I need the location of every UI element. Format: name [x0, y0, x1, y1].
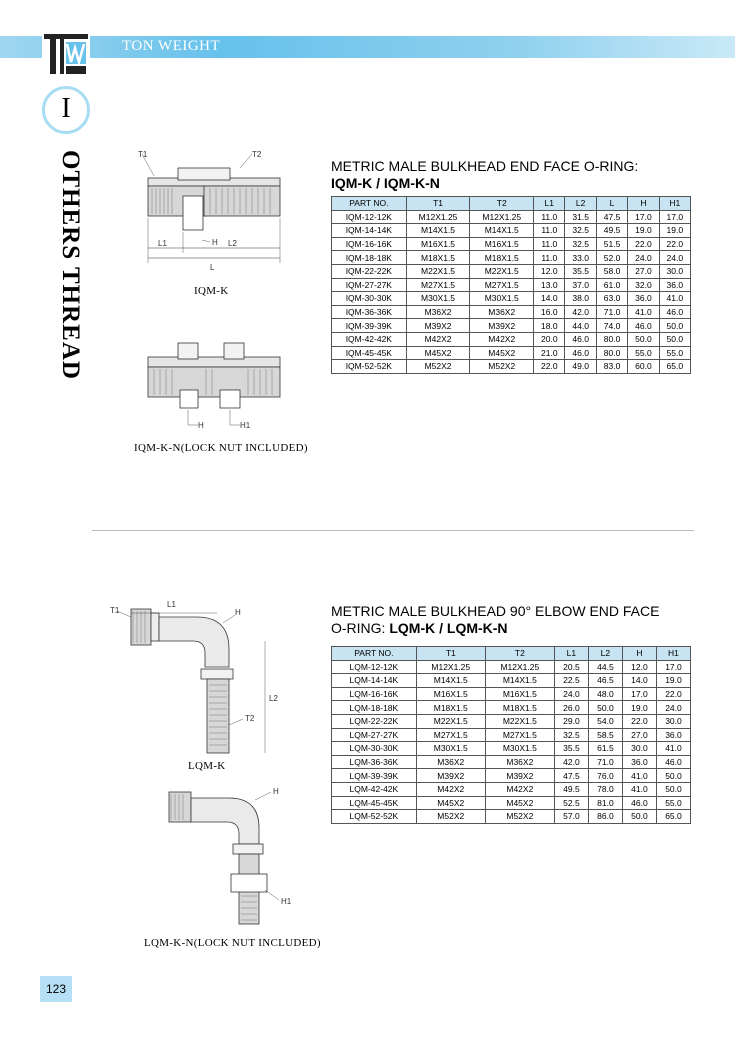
table-header-row: [332, 197, 691, 211]
table-cell: M39X2: [485, 769, 554, 783]
column-header: L2: [565, 197, 596, 211]
table-cell: 78.0: [588, 782, 622, 796]
table-cell: 36.0: [659, 278, 690, 292]
table-cell: M12X1.25: [485, 660, 554, 674]
table-row: [332, 674, 691, 688]
table-cell: 13.0: [534, 278, 565, 292]
table-cell: 36.0: [628, 292, 659, 306]
table-cell: 71.0: [596, 305, 627, 319]
table-cell: 21.0: [534, 346, 565, 360]
table-cell: LQM-22-22K: [332, 714, 417, 728]
table-cell: 44.5: [588, 660, 622, 674]
table-cell: 22.0: [628, 237, 659, 251]
table-cell: M39X2: [470, 319, 534, 333]
table-cell: M39X2: [406, 319, 470, 333]
table-cell: 63.0: [596, 292, 627, 306]
table-cell: M52X2: [406, 360, 470, 374]
table-row: [332, 660, 691, 674]
caption-lqm-k: LQM-K: [188, 760, 226, 772]
table-cell: M52X2: [485, 810, 554, 824]
table-cell: 86.0: [588, 810, 622, 824]
caption-iqm-k-n: IQM-K-N(LOCK NUT INCLUDED): [134, 442, 308, 454]
table-cell: 81.0: [588, 796, 622, 810]
table-cell: 16.0: [534, 305, 565, 319]
table-row: [332, 755, 691, 769]
iqm-k-drawing: [128, 148, 298, 283]
table-header-row: [332, 647, 691, 661]
table-cell: LQM-42-42K: [332, 782, 417, 796]
table-cell: 46.0: [565, 332, 596, 346]
header-band: [0, 36, 735, 58]
table-cell: 36.0: [656, 728, 690, 742]
table-cell: 19.0: [628, 224, 659, 238]
table-cell: 52.5: [554, 796, 588, 810]
table-cell: M45X2: [406, 346, 470, 360]
column-header: T2: [470, 197, 534, 211]
caption-iqm-k: IQM-K: [194, 285, 229, 297]
table-cell: 83.0: [596, 360, 627, 374]
table-cell: 32.5: [565, 237, 596, 251]
table-cell: 11.0: [534, 210, 565, 224]
table-cell: 48.0: [588, 687, 622, 701]
column-header: H1: [659, 197, 690, 211]
table-cell: LQM-12-12K: [332, 660, 417, 674]
table-cell: 46.5: [588, 674, 622, 688]
table-row: [332, 319, 691, 333]
table-cell: M27X1.5: [485, 728, 554, 742]
table-cell: M30X1.5: [470, 292, 534, 306]
column-header: L1: [554, 647, 588, 661]
table-cell: 17.0: [659, 210, 690, 224]
table-row: [332, 360, 691, 374]
table-cell: 41.0: [659, 292, 690, 306]
table-cell: M45X2: [470, 346, 534, 360]
table-cell: M22X1.5: [485, 714, 554, 728]
label-l1: L1: [167, 600, 176, 609]
table-cell: 60.0: [628, 360, 659, 374]
table-row: [332, 782, 691, 796]
table-cell: LQM-45-45K: [332, 796, 417, 810]
table-cell: 54.0: [588, 714, 622, 728]
table-cell: 50.0: [659, 319, 690, 333]
label-t2: T2: [245, 714, 255, 723]
label-h: H: [212, 238, 218, 247]
table-cell: IQM-12-12K: [332, 210, 407, 224]
table-cell: 18.0: [534, 319, 565, 333]
table-cell: 24.0: [656, 701, 690, 715]
column-header: T1: [406, 197, 470, 211]
table-cell: 80.0: [596, 332, 627, 346]
table-cell: 51.5: [596, 237, 627, 251]
table-cell: IQM-14-14K: [332, 224, 407, 238]
table-cell: M52X2: [470, 360, 534, 374]
table-cell: 20.0: [534, 332, 565, 346]
table-cell: LQM-30-30K: [332, 742, 417, 756]
table-cell: 50.0: [628, 332, 659, 346]
section1-title: [331, 158, 638, 192]
section2-title-line1: METRIC MALE BULKHEAD 90° ELBOW END FACE: [331, 603, 660, 619]
iqm-k-n-drawing: [128, 335, 298, 435]
label-l: L: [210, 263, 215, 272]
column-header: PART NO.: [332, 647, 417, 661]
table-cell: 65.0: [659, 360, 690, 374]
brand-name: TON WEIGHT: [122, 38, 221, 54]
table-cell: 50.0: [659, 332, 690, 346]
table-cell: M42X2: [416, 782, 485, 796]
table-cell: 26.0: [554, 701, 588, 715]
label-h1: H1: [281, 897, 292, 906]
table-row: [332, 810, 691, 824]
table-cell: M27X1.5: [416, 728, 485, 742]
table-cell: M16X1.5: [470, 237, 534, 251]
table-cell: 22.0: [534, 360, 565, 374]
table-cell: 17.0: [656, 660, 690, 674]
chapter-badge: I: [42, 86, 90, 134]
table-cell: M36X2: [406, 305, 470, 319]
table-cell: 46.0: [565, 346, 596, 360]
label-h: H: [198, 421, 204, 430]
column-header: H: [622, 647, 656, 661]
column-header: PART NO.: [332, 197, 407, 211]
table-cell: 42.0: [565, 305, 596, 319]
table-cell: M14X1.5: [470, 224, 534, 238]
column-header: L2: [588, 647, 622, 661]
table-cell: 32.5: [565, 224, 596, 238]
table-row: [332, 687, 691, 701]
table-cell: M36X2: [485, 755, 554, 769]
section1-title-line1: METRIC MALE BULKHEAD END FACE O-RING:: [331, 158, 639, 174]
table-row: [332, 237, 691, 251]
table-cell: IQM-30-30K: [332, 292, 407, 306]
table-cell: 76.0: [588, 769, 622, 783]
table-cell: 50.0: [622, 810, 656, 824]
table-cell: 36.0: [622, 755, 656, 769]
table-cell: M18X1.5: [416, 701, 485, 715]
table-cell: 35.5: [554, 742, 588, 756]
table-cell: 49.5: [596, 224, 627, 238]
column-header: T1: [416, 647, 485, 661]
table-cell: 71.0: [588, 755, 622, 769]
table-cell: IQM-27-27K: [332, 278, 407, 292]
table-cell: IQM-16-16K: [332, 237, 407, 251]
table-cell: M14X1.5: [416, 674, 485, 688]
table-cell: 31.5: [565, 210, 596, 224]
table-cell: LQM-39-39K: [332, 769, 417, 783]
table-cell: IQM-22-22K: [332, 264, 407, 278]
table-cell: IQM-45-45K: [332, 346, 407, 360]
table-cell: 52.0: [596, 251, 627, 265]
table-cell: 11.0: [534, 224, 565, 238]
section-divider: [92, 530, 694, 531]
table-cell: M42X2: [470, 332, 534, 346]
table-row: [332, 292, 691, 306]
table-cell: M12X1.25: [416, 660, 485, 674]
table-cell: 46.0: [656, 755, 690, 769]
table-cell: 58.0: [596, 264, 627, 278]
lqm-k-n-drawing: [155, 780, 305, 935]
table-cell: M16X1.5: [406, 237, 470, 251]
table-cell: 22.0: [659, 237, 690, 251]
table-cell: M27X1.5: [406, 278, 470, 292]
caption-lqm-k-n: LQM-K-N(LOCK NUT INCLUDED): [144, 937, 321, 949]
table-cell: 46.0: [628, 319, 659, 333]
lqm-k-drawing: [105, 595, 300, 760]
table-cell: 27.0: [628, 264, 659, 278]
table-cell: 11.0: [534, 251, 565, 265]
lqm-spec-table: [331, 646, 691, 824]
table-row: [332, 251, 691, 265]
table-cell: 49.5: [554, 782, 588, 796]
table-cell: M42X2: [485, 782, 554, 796]
table-cell: 20.5: [554, 660, 588, 674]
table-cell: 24.0: [554, 687, 588, 701]
table-row: [332, 278, 691, 292]
table-row: [332, 224, 691, 238]
table-row: [332, 742, 691, 756]
column-header: T2: [485, 647, 554, 661]
table-cell: 41.0: [622, 769, 656, 783]
table-cell: M18X1.5: [470, 251, 534, 265]
table-cell: 55.0: [659, 346, 690, 360]
table-cell: 46.0: [622, 796, 656, 810]
table-cell: 61.5: [588, 742, 622, 756]
table-cell: LQM-14-14K: [332, 674, 417, 688]
table-cell: M42X2: [406, 332, 470, 346]
table-cell: IQM-52-52K: [332, 360, 407, 374]
table-row: [332, 701, 691, 715]
label-t1: T1: [138, 150, 148, 159]
column-header: L1: [534, 197, 565, 211]
table-cell: 49.0: [565, 360, 596, 374]
table-cell: LQM-16-16K: [332, 687, 417, 701]
table-cell: 38.0: [565, 292, 596, 306]
table-cell: 44.0: [565, 319, 596, 333]
label-h: H: [235, 608, 241, 617]
table-cell: IQM-36-36K: [332, 305, 407, 319]
table-cell: 17.0: [628, 210, 659, 224]
table-cell: 30.0: [622, 742, 656, 756]
table-cell: M30X1.5: [416, 742, 485, 756]
table-cell: M45X2: [485, 796, 554, 810]
table-cell: 24.0: [659, 251, 690, 265]
table-cell: M22X1.5: [470, 264, 534, 278]
label-l2: L2: [269, 694, 278, 703]
table-cell: LQM-27-27K: [332, 728, 417, 742]
table-cell: 41.0: [656, 742, 690, 756]
table-cell: M18X1.5: [485, 701, 554, 715]
table-row: [332, 796, 691, 810]
table-cell: M30X1.5: [485, 742, 554, 756]
table-cell: 65.0: [656, 810, 690, 824]
table-cell: 37.0: [565, 278, 596, 292]
table-cell: 33.0: [565, 251, 596, 265]
iqm-spec-table: [331, 196, 691, 374]
table-cell: 50.0: [588, 701, 622, 715]
table-row: [332, 210, 691, 224]
table-cell: M30X1.5: [406, 292, 470, 306]
table-cell: M36X2: [416, 755, 485, 769]
page-number: 123: [40, 976, 72, 1002]
table-cell: 41.0: [628, 305, 659, 319]
table-cell: M14X1.5: [406, 224, 470, 238]
table-cell: M22X1.5: [406, 264, 470, 278]
table-row: [332, 264, 691, 278]
table-cell: 22.0: [622, 714, 656, 728]
table-cell: 55.0: [656, 796, 690, 810]
table-cell: 29.0: [554, 714, 588, 728]
table-cell: M16X1.5: [485, 687, 554, 701]
table-row: [332, 332, 691, 346]
table-cell: 35.5: [565, 264, 596, 278]
table-cell: 42.0: [554, 755, 588, 769]
label-h1: H1: [240, 421, 251, 430]
table-cell: 46.0: [659, 305, 690, 319]
table-cell: 50.0: [656, 769, 690, 783]
table-cell: 14.0: [622, 674, 656, 688]
section-side-title: OTHERS THREAD: [57, 150, 84, 380]
table-cell: 61.0: [596, 278, 627, 292]
table-cell: 30.0: [659, 264, 690, 278]
table-cell: 27.0: [622, 728, 656, 742]
section1-title-line2: IQM-K / IQM-K-N: [331, 175, 440, 191]
table-cell: 19.0: [622, 701, 656, 715]
label-h: H: [273, 787, 279, 796]
table-row: [332, 714, 691, 728]
table-cell: 19.0: [659, 224, 690, 238]
ton-weight-logo: [42, 32, 90, 76]
section2-title: [331, 603, 659, 637]
table-cell: 47.5: [596, 210, 627, 224]
label-l2: L2: [228, 239, 237, 248]
table-cell: 32.0: [628, 278, 659, 292]
table-cell: M14X1.5: [485, 674, 554, 688]
column-header: L: [596, 197, 627, 211]
column-header: H: [628, 197, 659, 211]
table-cell: 12.0: [534, 264, 565, 278]
table-cell: M18X1.5: [406, 251, 470, 265]
label-t1: T1: [110, 606, 120, 615]
table-cell: 12.0: [622, 660, 656, 674]
table-cell: M12X1.25: [470, 210, 534, 224]
table-cell: 30.0: [656, 714, 690, 728]
table-cell: LQM-18-18K: [332, 701, 417, 715]
table-cell: 22.5: [554, 674, 588, 688]
table-cell: 17.0: [622, 687, 656, 701]
table-cell: M52X2: [416, 810, 485, 824]
table-cell: M16X1.5: [416, 687, 485, 701]
label-t2: T2: [252, 150, 262, 159]
table-cell: 24.0: [628, 251, 659, 265]
table-cell: 55.0: [628, 346, 659, 360]
table-cell: LQM-52-52K: [332, 810, 417, 824]
table-cell: 19.0: [656, 674, 690, 688]
section2-title-line2: O-RING: LQM-K / LQM-K-N: [331, 620, 508, 636]
table-cell: 32.5: [554, 728, 588, 742]
label-l1: L1: [158, 239, 167, 248]
table-cell: M27X1.5: [470, 278, 534, 292]
table-cell: LQM-36-36K: [332, 755, 417, 769]
table-row: [332, 346, 691, 360]
table-cell: 57.0: [554, 810, 588, 824]
table-cell: M39X2: [416, 769, 485, 783]
table-cell: 50.0: [656, 782, 690, 796]
table-cell: 14.0: [534, 292, 565, 306]
table-cell: 74.0: [596, 319, 627, 333]
table-cell: 11.0: [534, 237, 565, 251]
table-cell: IQM-39-39K: [332, 319, 407, 333]
table-cell: 58.5: [588, 728, 622, 742]
table-cell: M36X2: [470, 305, 534, 319]
table-cell: 80.0: [596, 346, 627, 360]
table-cell: IQM-18-18K: [332, 251, 407, 265]
table-cell: 41.0: [622, 782, 656, 796]
table-cell: M12X1.25: [406, 210, 470, 224]
table-cell: 47.5: [554, 769, 588, 783]
column-header: H1: [656, 647, 690, 661]
table-row: [332, 728, 691, 742]
table-cell: 22.0: [656, 687, 690, 701]
table-row: [332, 305, 691, 319]
table-row: [332, 769, 691, 783]
table-cell: M45X2: [416, 796, 485, 810]
table-cell: M22X1.5: [416, 714, 485, 728]
table-cell: IQM-42-42K: [332, 332, 407, 346]
